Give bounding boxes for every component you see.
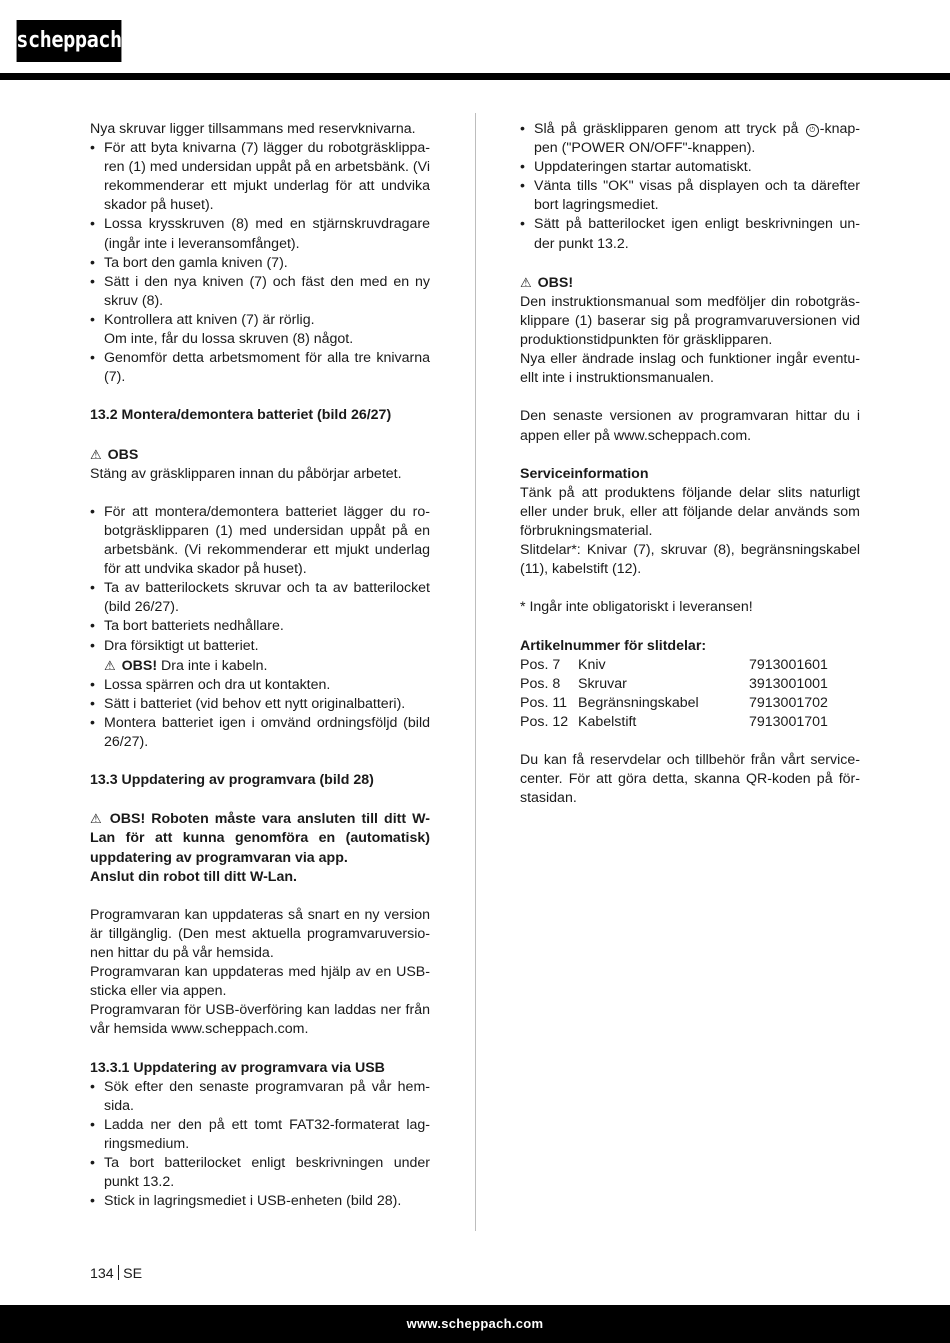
number-cell: 7913001701 [749, 713, 828, 730]
obs-text: Nya eller ändrade inslag och funktioner ingår eventu-ellt inte i instruktionsmanualen. [520, 351, 860, 387]
service-heading: Serviceinformation [520, 465, 649, 482]
obs-wlan-connect: Anslut din robot till ditt W-Lan. [90, 868, 297, 885]
pos-cell: Pos. 11 [520, 694, 568, 711]
header-rule [0, 73, 950, 80]
list-item: • Dra försiktigt ut batteriet. [90, 637, 430, 656]
obs-heading [520, 273, 860, 293]
column-divider [475, 113, 476, 1231]
list-item: • Ta bort batterilocket enligt beskrivningen under punkt 13.2. [90, 1154, 430, 1192]
power-icon: ⏻ [806, 124, 819, 137]
right-column [520, 120, 860, 808]
pos-cell: Pos. 12 [520, 713, 569, 730]
name-cell: Begränsningskabel [578, 694, 699, 711]
obs-text: Den instruktionsmanual som medföljer din robotgräs-klippare (1) baserar sig på programvaruversionen vid produktionstidpunkten för gräsklipparen. [520, 293, 860, 349]
usb-update-list [90, 1078, 430, 1212]
obs-label: OBS! [121, 657, 158, 674]
list-item-text: Slå på gräsklipparen genom att tryck på [534, 121, 805, 137]
list-item: • För att montera/demontera batteriet lägger du ro-botgräsklipparen (1) med undersidan uppåt på en arbetsbänk. (Vi rekommenderar ett mjukt underlag för att undvika skador på huset). [90, 503, 430, 579]
obs-label: OBS [107, 446, 139, 463]
parts-table [520, 656, 830, 732]
list-item-continuation: Om inte, får du lossa skruven (8) något. [104, 331, 354, 348]
page-number [90, 1265, 142, 1284]
paragraph: Programvaran kan uppdateras med hjälp av en USB-sticka eller via appen. [90, 964, 430, 1000]
obs-label: OBS! [537, 274, 574, 291]
language-code: SE [123, 1266, 143, 1282]
list-item: • Sätt i batteriet (vid behov ett nytt originalbatteri). [90, 695, 430, 714]
section-heading-13-3: 13.3 Uppdatering av programvara (bild 28) [90, 772, 374, 789]
left-column [90, 120, 430, 1211]
spare-parts-text: Du kan få reservdelar och tillbehör från vårt service-center. För att göra detta, skanna QR-koden på för-stasidan. [520, 752, 860, 807]
page-number-value: 134 [90, 1266, 114, 1282]
scheppach-logo [17, 20, 122, 62]
name-cell: Kabelstift [578, 713, 637, 730]
table-row [520, 694, 830, 713]
warning-icon: ⚠ [104, 657, 116, 673]
service-text: Tänk på att produktens följande delar slits naturligt eller under bruk, eller att följande delar används som förbrukningsmaterial. [520, 484, 860, 539]
parts-heading: Artikelnummer för slitdelar: [520, 637, 707, 654]
list-item: • Stick in lagringsmediet i USB-enheten (bild 28). [90, 1192, 430, 1211]
warning-icon: ⚠ [520, 274, 532, 290]
number-cell: 3913001001 [749, 675, 828, 692]
name-cell: Kniv [578, 656, 606, 673]
footer-bar [0, 1305, 950, 1343]
list-item-text: -knap-pen ("POWER ON/OFF"-knappen). [534, 121, 860, 157]
list-item-warning [90, 656, 430, 676]
list-item: • Uppdateringen startar automatiskt. [520, 158, 860, 177]
footnote: * Ingår inte obligatoriskt i leveransen! [520, 599, 753, 616]
list-item: • Sätt i den nya kniven (7) och fäst den med en ny skruv (8). [90, 273, 430, 311]
table-row [520, 713, 830, 732]
list-item: • Sök efter den senaste programvaran på vår hem-sida. [90, 1078, 430, 1116]
list-item: • Montera batteriet igen i omvänd ordningsföljd (bild 26/27). [90, 714, 430, 752]
section-heading-13-3-1: 13.3.1 Uppdatering av programvara via USB [90, 1059, 385, 1076]
intro-text: Nya skruvar ligger tillsammans med reservknivarna. [90, 121, 416, 137]
battery-list [90, 503, 430, 752]
pos-cell: Pos. 7 [520, 656, 561, 673]
list-item: • Ta bort batteriets nedhållare. [90, 617, 430, 636]
logo-text: scheppach [16, 28, 122, 54]
list-item: • Ta bort den gamla kniven (7). [90, 254, 430, 273]
list-item: • Vänta tills "OK" visas på displayen och ta därefter bort lagringsmediet. [520, 177, 860, 215]
paragraph: Programvaran för USB-överföring kan laddas ner från vår hemsida www.scheppach.com. [90, 1002, 430, 1038]
list-item: • Genomför detta arbetsmoment för alla tre knivarna (7). [90, 349, 430, 387]
obs-text: Dra inte i kabeln. [157, 657, 268, 674]
list-item: • Lossa spärren och dra ut kontakten. [90, 676, 430, 695]
knife-replacement-list [90, 139, 430, 387]
page-separator [118, 1265, 120, 1280]
warning-icon: ⚠ [90, 446, 102, 462]
list-item: • Ladda ner den på ett tomt FAT32-formaterat lag-ringsmedium. [90, 1116, 430, 1154]
table-row [520, 675, 830, 694]
service-text: Slitdelar*: Knivar (7), skruvar (8), begränsningskabel (11), kabelstift (12). [520, 542, 860, 578]
list-item: • Lossa krysskruven (8) med en stjärnskruvdragare (ingår inte i leveransomfånget). [90, 215, 430, 253]
usb-update-list-continued [520, 120, 860, 254]
obs-heading [90, 445, 430, 465]
obs-wlan-text: OBS! Roboten måste vara ansluten till ditt W-Lan för att kunna genomföra en (automatisk) uppdatering av programvaran via app. [90, 811, 430, 866]
pos-cell: Pos. 8 [520, 675, 561, 692]
footer-url[interactable]: www.scheppach.com [406, 1316, 544, 1332]
section-heading-13-2: 13.2 Montera/demontera batteriet (bild 26/27) [90, 407, 392, 424]
obs-text: Stäng av gräsklipparen innan du påbörjar arbetet. [90, 465, 402, 482]
warning-icon: ⚠ [90, 811, 102, 827]
list-item [520, 120, 860, 158]
paragraph: Programvaran kan uppdateras så snart en ny version är tillgänglig. (Den mest aktuella programvaruversio-nen hittar du på vår hemsida. [90, 906, 430, 962]
number-cell: 7913001601 [749, 656, 828, 673]
table-row [520, 656, 830, 675]
number-cell: 7913001702 [749, 694, 828, 711]
list-item: • För att byta knivarna (7) lägger du robotgräsklippa-ren (1) med undersidan uppåt på en arbetsbänk. (Vi rekommenderar ett mjukt underlag för att undvika skador på huset). [90, 139, 430, 215]
list-item: • Kontrollera att kniven (7) är rörlig. [90, 311, 430, 330]
list-item: • Sätt på batterilocket igen enligt beskrivningen un-der punkt 13.2. [520, 215, 860, 253]
latest-version-text: Den senaste versionen av programvaran hittar du i appen eller på www.scheppach.com. [520, 408, 860, 444]
obs-wlan [90, 809, 430, 867]
list-item: • Ta av batterilockets skruvar och ta av batterilocket (bild 26/27). [90, 579, 430, 617]
name-cell: Skruvar [578, 675, 627, 692]
